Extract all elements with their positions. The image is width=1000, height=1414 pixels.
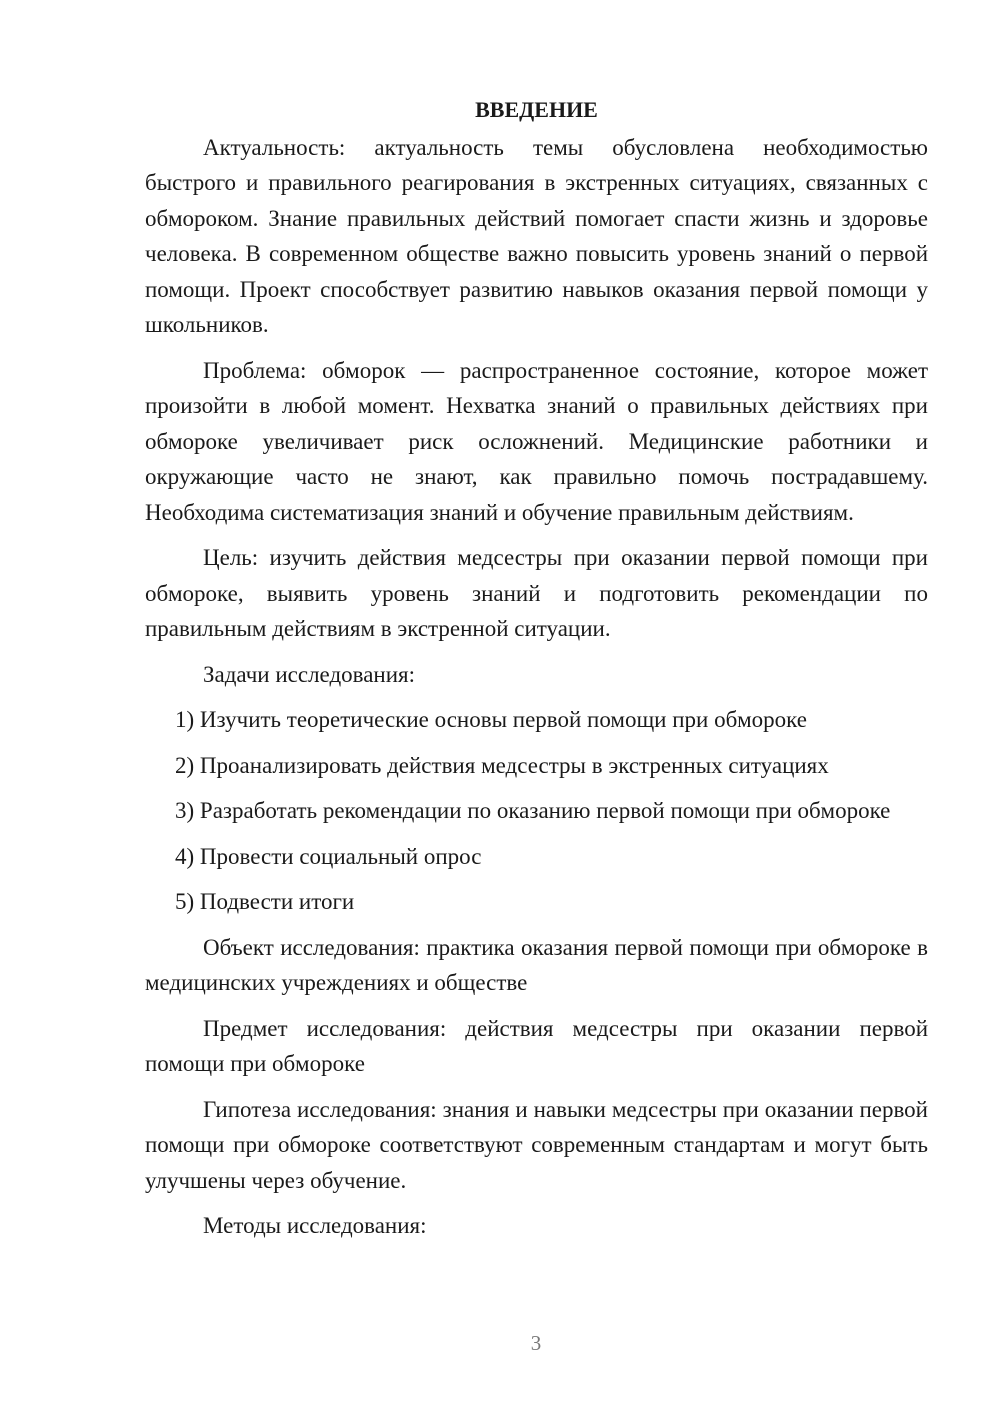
- task-item: 1) Изучить теоретические основы первой помощи при обмороке: [175, 707, 807, 732]
- tasks-heading: Задачи исследования:: [203, 661, 416, 687]
- page-content: [145, 92, 928, 1244]
- relevance-paragraph: Актуальность: актуальность темы обусловлена необходимостью быстрого и правильного реагирования в экстренных ситуациях, связанных с обмороком. Знание правильных действий помогает спасти жизнь и здоровье человека. В современном обществе важно повысить уровень знаний о первой помощи. Проект способствует развитию навыков оказания первой помощи у школьников.: [145, 134, 928, 337]
- task-item: 2) Проанализировать действия медсестры в экстренных ситуациях: [175, 752, 829, 778]
- task-item: 4) Провести социальный опрос: [175, 843, 482, 869]
- methods-heading: Методы исследования:: [203, 1213, 427, 1238]
- subject-paragraph: Предмет исследования: действия медсестры при оказании первой помощи при обмороке: [145, 1015, 928, 1076]
- task-item: 3) Разработать рекомендации по оказанию первой помощи при обмороке: [175, 798, 891, 823]
- goal-paragraph: Цель: изучить действия медсестры при оказании первой помощи при обмороке, выявить уровень знаний и подготовить рекомендации по правильным действиям в экстренной ситуации.: [145, 545, 928, 641]
- task-item: 5) Подвести итоги: [175, 889, 355, 914]
- section-title: ВВЕДЕНИЕ: [475, 97, 598, 122]
- problem-paragraph: Проблема: обморок — распространенное состояние, которое может произойти в любой момент. Нехватка знаний о правильных действиях при обмороке увеличивает риск осложнений. Медицинские работники и окружающие часто не знают, как правильно помочь пострадавшему. Необходима систематизация знаний и обучение правильным действиям.: [145, 357, 928, 525]
- hypothesis-paragraph: Гипотеза исследования: знания и навыки медсестры при оказании первой помощи при обмороке соответствуют современным стандартам и могут быть улучшены через обучение.: [145, 1096, 928, 1193]
- object-paragraph: Объект исследования: практика оказания первой помощи при обмороке в медицинских учреждениях и обществе: [145, 934, 928, 995]
- page-number: 3: [530, 1331, 542, 1355]
